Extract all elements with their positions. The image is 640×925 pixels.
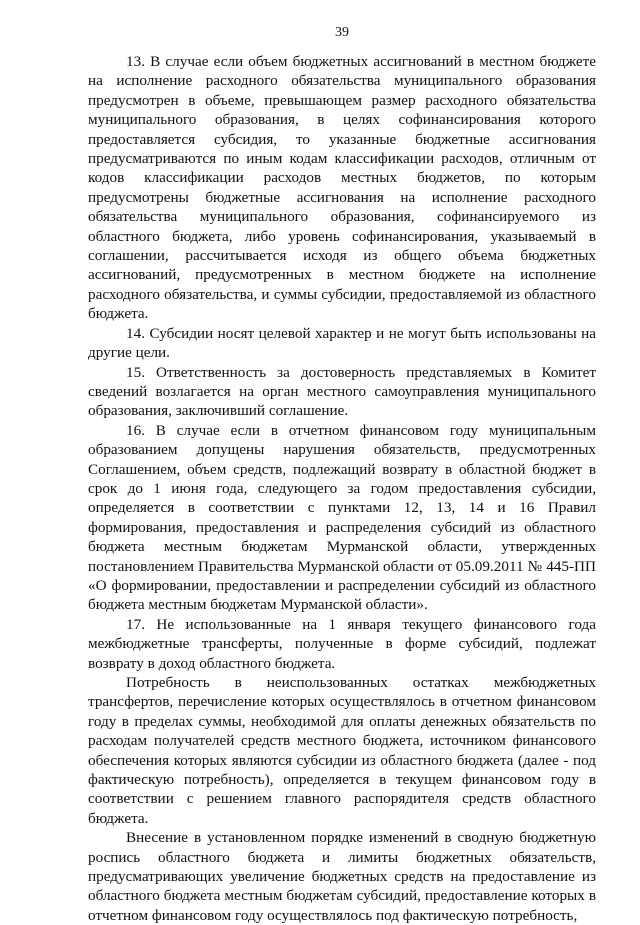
paragraph-13: 13. В случае если объем бюджетных ассигнований в местном бюджете на исполнение расходного обязательства муниципального образования предусмотрен в объеме, превышающем размер расходного обязательства муниципального образования, в целях софинансирования которого предоставляется субсидия, то указанные бюджетные ассигнования предусматриваются по иным кодам классификации расходов, отличным от кодов классификации расходов местных бюджетов, по которым предусмотрены бюджетные ассигнования на исполнение расходного обязательства муниципального образования, софинансируемого из областного бюджета, либо уровень софинансирования, указываемый в соглашении, рассчитывается исходя из общего объема бюджетных ассигнований, предусмотренных в местном бюджете на исполнение расходного обязательства, и суммы субсидии, предоставляемой из областного бюджета. — [88, 53, 596, 323]
document-page — [88, 0, 596, 924]
paragraph-16: 16. В случае если в отчетном финансовом году муниципальным образованием допущены нарушения обязательств, предусмотренных Соглашением, объем средств, подлежащий возврату в областной бюджет в срок до 1 июня года, следующего за годом предоставления субсидии, определяется в соответствии с пунктами 12, 13, 14 и 16 Правил формирования, предоставления и распределения субсидий из областного бюджета местным бюджетам Мурманской области, утвержденных постановлением Правительства Мурманской области от 05.09.2011 № 445-ПП «О формировании, предоставлении и распределении субсидий из областного бюджета местным бюджетам Мурманской области». — [88, 421, 596, 614]
page-number: 39 — [335, 25, 349, 40]
paragraph-17-need: Потребность в неиспользованных остатках межбюджетных трансфертов, перечисление которых осуществлялось в отчетном финансовом году в пределах суммы, необходимой для оплаты денежных обязательств по расходам получателей средств местного бюджета, источником финансового обеспечения которых являются субсидии из областного бюджета (далее - под фактическую потребность), определяется в текущем финансовом году в соответствии с решением главного распорядителя средств областного бюджета. — [88, 674, 596, 827]
paragraph-17: 17. Не использованные на 1 января текущего финансового года межбюджетные трансферты, полученные в форме субсидий, подлежат возврату в доход областного бюджета. — [88, 615, 596, 672]
paragraph-17-changes: Внесение в установленном порядке изменений в сводную бюджетную роспись областного бюджета и лимиты бюджетных обязательств, предусматривающих увеличение бюджетных средств на предоставление из областного бюджета местным бюджетам субсидий, предоставление которых в отчетном финансовом году осуществлялось под фактическую потребность, — [88, 829, 596, 924]
paragraph-15: 15. Ответственность за достоверность представляемых в Комитет сведений возлагается на орган местного самоуправления муниципального образования, заключивший соглашение. — [88, 363, 596, 420]
document-body — [88, 52, 596, 925]
paragraph-14: 14. Субсидии носят целевой характер и не могут быть использованы на другие цели. — [88, 324, 596, 362]
